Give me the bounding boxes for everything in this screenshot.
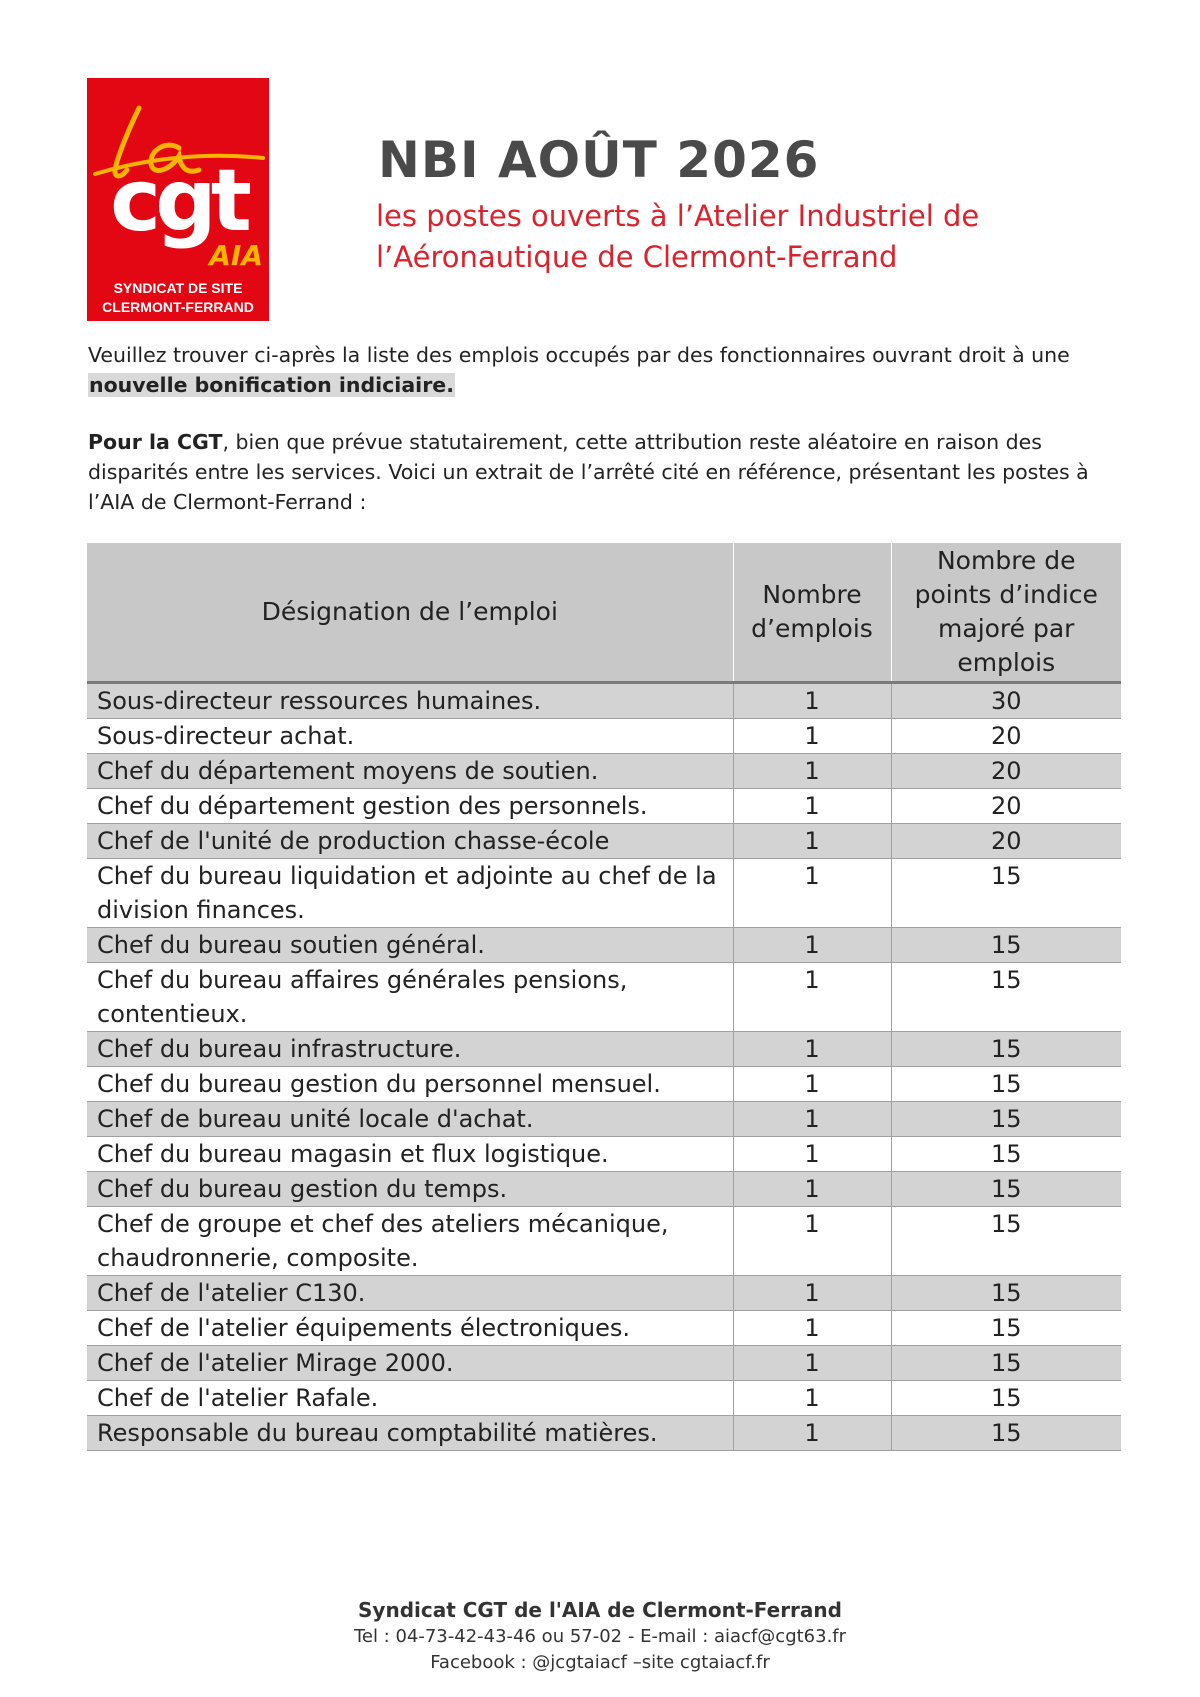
cell-designation: Chef de l'atelier équipements électroniques. bbox=[87, 1311, 733, 1346]
footer-social: Facebook : @jcgtaiacf –site cgtaiacf.fr bbox=[430, 1652, 770, 1673]
cell-points: 15 bbox=[891, 1137, 1121, 1172]
cell-nombre: 1 bbox=[733, 1172, 891, 1207]
cell-designation: Chef du département gestion des personnels. bbox=[87, 789, 733, 824]
cgt-bold-lead: Pour la CGT bbox=[88, 430, 223, 454]
cell-nombre: 1 bbox=[733, 1311, 891, 1346]
cell-points: 30 bbox=[891, 683, 1121, 719]
table-row bbox=[87, 1276, 1121, 1311]
cell-points: 20 bbox=[891, 789, 1121, 824]
cell-nombre: 1 bbox=[733, 1416, 891, 1451]
cell-designation: Chef du bureau affaires générales pensions, contentieux. bbox=[87, 963, 733, 1032]
cell-points: 15 bbox=[891, 1416, 1121, 1451]
cell-nombre: 1 bbox=[733, 963, 891, 1032]
cell-nombre: 1 bbox=[733, 754, 891, 789]
cell-points: 15 bbox=[891, 1102, 1121, 1137]
cell-points: 15 bbox=[891, 1032, 1121, 1067]
cell-nombre: 1 bbox=[733, 928, 891, 963]
cell-points: 20 bbox=[891, 824, 1121, 859]
subtitle-line-2: l’Aéronautique de Clermont-Ferrand bbox=[376, 240, 898, 274]
table-row bbox=[87, 1032, 1121, 1067]
footer-org: Syndicat CGT de l'AIA de Clermont-Ferrand bbox=[358, 1598, 842, 1622]
cell-designation: Chef du département moyens de soutien. bbox=[87, 754, 733, 789]
header-points: Nombre de points d’indice majoré par emplois bbox=[891, 543, 1121, 683]
cell-designation: Chef du bureau soutien général. bbox=[87, 928, 733, 963]
table-header-row bbox=[87, 543, 1121, 683]
cell-designation: Sous-directeur ressources humaines. bbox=[87, 683, 733, 719]
cell-points: 15 bbox=[891, 1311, 1121, 1346]
table-row bbox=[87, 963, 1121, 1032]
table-row bbox=[87, 928, 1121, 963]
cell-points: 15 bbox=[891, 1346, 1121, 1381]
cell-points: 15 bbox=[891, 1067, 1121, 1102]
table-body bbox=[87, 683, 1121, 1451]
cell-designation: Sous-directeur achat. bbox=[87, 719, 733, 754]
cell-nombre: 1 bbox=[733, 719, 891, 754]
page-title: NBI AOÛT 2026 bbox=[378, 131, 820, 189]
cell-designation: Chef de l'atelier C130. bbox=[87, 1276, 733, 1311]
header-nombre: Nombre d’emplois bbox=[733, 543, 891, 683]
cell-nombre: 1 bbox=[733, 1067, 891, 1102]
cell-designation: Chef du bureau liquidation et adjointe au chef de la division finances. bbox=[87, 859, 733, 928]
table-row bbox=[87, 683, 1121, 719]
cell-points: 15 bbox=[891, 859, 1121, 928]
cell-designation: Chef de l'atelier Mirage 2000. bbox=[87, 1346, 733, 1381]
page-subtitle bbox=[376, 196, 1116, 278]
table-row bbox=[87, 789, 1121, 824]
cgt-logo bbox=[87, 78, 269, 321]
cgt-paragraph bbox=[88, 427, 1128, 517]
cell-points: 20 bbox=[891, 719, 1121, 754]
table-row bbox=[87, 1207, 1121, 1276]
table-row bbox=[87, 1067, 1121, 1102]
subtitle-line-1: les postes ouverts à l’Atelier Industriel de bbox=[376, 199, 980, 233]
cell-nombre: 1 bbox=[733, 789, 891, 824]
table-row bbox=[87, 754, 1121, 789]
cell-points: 15 bbox=[891, 1381, 1121, 1416]
cell-nombre: 1 bbox=[733, 1346, 891, 1381]
cell-designation: Responsable du bureau comptabilité matières. bbox=[87, 1416, 733, 1451]
footer-contact: Tel : 04-73-42-43-46 ou 57-02 - E-mail : aiacf@cgt63.fr bbox=[353, 1626, 847, 1647]
table-row bbox=[87, 859, 1121, 928]
table-row bbox=[87, 1381, 1121, 1416]
cgt-paragraph-text: , bien que prévue statutairement, cette attribution reste aléatoire en raison des disparités entre les services. Voici un extrait de l’arrêté cité en référence, présentant les postes à l’AIA de Clermont-Ferrand : bbox=[88, 430, 1089, 514]
cell-points: 15 bbox=[891, 1276, 1121, 1311]
cell-nombre: 1 bbox=[733, 1276, 891, 1311]
header-designation: Désignation de l’emploi bbox=[87, 543, 733, 683]
nbi-table bbox=[87, 543, 1121, 1451]
cell-nombre: 1 bbox=[733, 1032, 891, 1067]
intro-paragraph bbox=[88, 340, 1128, 400]
cell-nombre: 1 bbox=[733, 824, 891, 859]
cell-nombre: 1 bbox=[733, 859, 891, 928]
intro-text: Veuillez trouver ci-après la liste des emplois occupés par des fonctionnaires ouvrant droit à une bbox=[88, 343, 1070, 367]
cell-points: 15 bbox=[891, 1172, 1121, 1207]
cell-designation: Chef du bureau gestion du personnel mensuel. bbox=[87, 1067, 733, 1102]
table-row bbox=[87, 1416, 1121, 1451]
cell-points: 15 bbox=[891, 928, 1121, 963]
cell-points: 15 bbox=[891, 963, 1121, 1032]
table-row bbox=[87, 719, 1121, 754]
cell-nombre: 1 bbox=[733, 683, 891, 719]
logo-line-1: SYNDICAT DE SITE bbox=[113, 280, 243, 296]
cell-designation: Chef du bureau magasin et flux logistique. bbox=[87, 1137, 733, 1172]
logo-line-2: CLERMONT-FERRAND bbox=[102, 299, 254, 315]
cell-nombre: 1 bbox=[733, 1102, 891, 1137]
cell-points: 20 bbox=[891, 754, 1121, 789]
intro-highlight: nouvelle bonification indiciaire. bbox=[89, 373, 454, 397]
cell-nombre: 1 bbox=[733, 1381, 891, 1416]
table-row bbox=[87, 1172, 1121, 1207]
table-row bbox=[87, 824, 1121, 859]
table-row bbox=[87, 1102, 1121, 1137]
table-row bbox=[87, 1137, 1121, 1172]
cell-designation: Chef du bureau gestion du temps. bbox=[87, 1172, 733, 1207]
cell-designation: Chef de l'atelier Rafale. bbox=[87, 1381, 733, 1416]
table-row bbox=[87, 1346, 1121, 1381]
cell-nombre: 1 bbox=[733, 1137, 891, 1172]
logo-aia-text: AIA bbox=[209, 239, 263, 272]
cell-designation: Chef de bureau unité locale d'achat. bbox=[87, 1102, 733, 1137]
logo-cgt-text: cgt bbox=[110, 151, 246, 251]
cell-points: 15 bbox=[891, 1207, 1121, 1276]
cell-designation: Chef de groupe et chef des ateliers mécanique, chaudronnerie, composite. bbox=[87, 1207, 733, 1276]
cell-nombre: 1 bbox=[733, 1207, 891, 1276]
cell-designation: Chef de l'unité de production chasse-école bbox=[87, 824, 733, 859]
cell-designation: Chef du bureau infrastructure. bbox=[87, 1032, 733, 1067]
table-row bbox=[87, 1311, 1121, 1346]
